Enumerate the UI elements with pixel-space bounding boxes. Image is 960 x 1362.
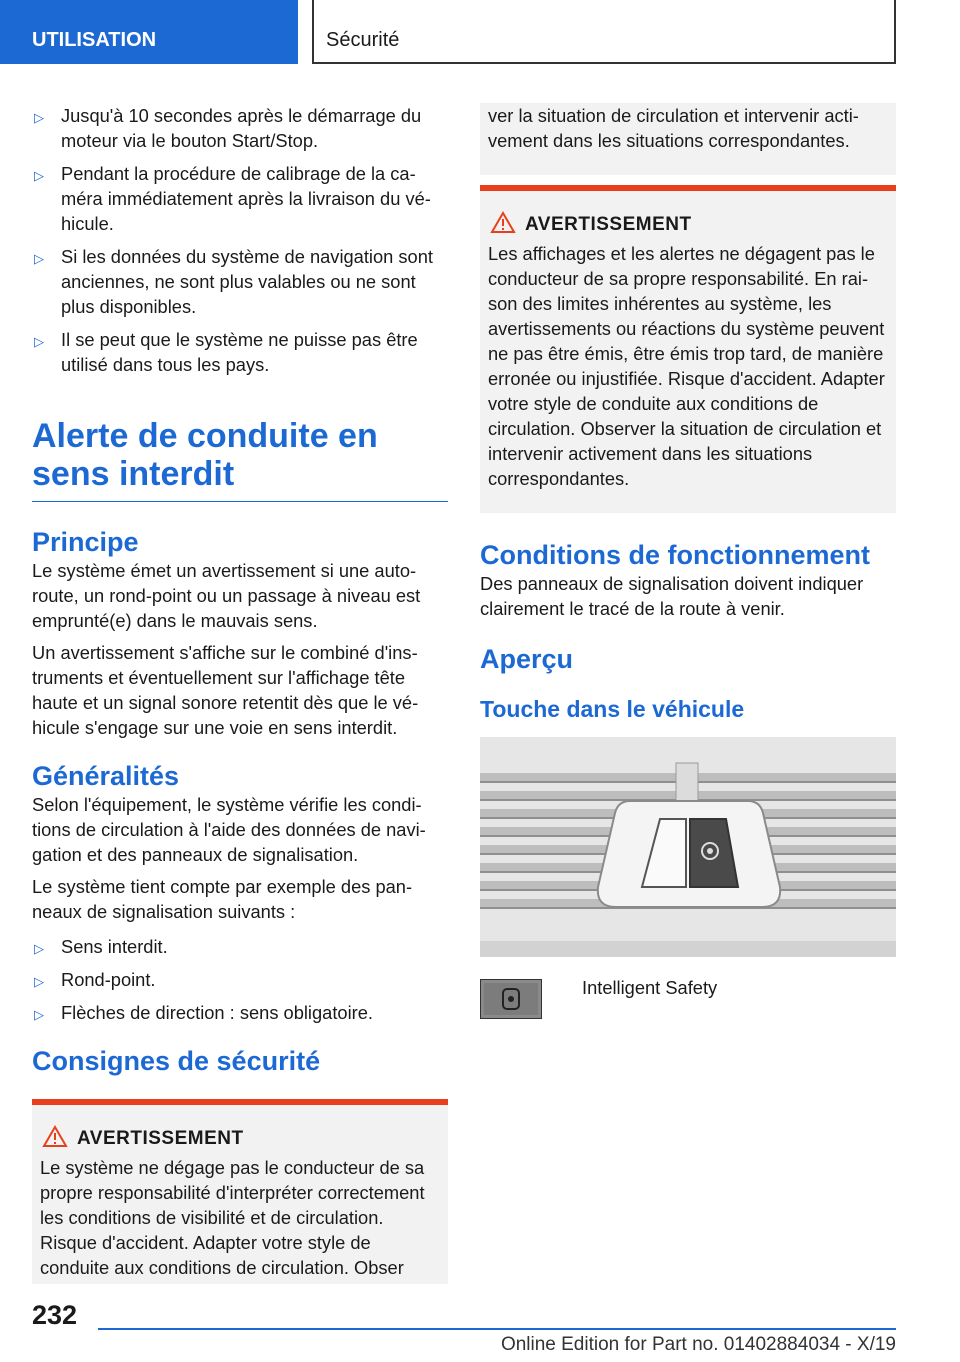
right-column (480, 103, 896, 1019)
bullet-triangle-icon: ▷ (34, 1007, 44, 1022)
list-item: ▷ Sens interdit. (32, 934, 448, 959)
list-item: ▷ Rond-point. (32, 967, 448, 992)
warning-title: AVERTISSEMENT (525, 214, 692, 235)
bullet-triangle-icon: ▷ (34, 251, 44, 266)
warning-text: Le système ne dégage pas le conducteur de sa propre responsabilité d'interpréter correctement les conditions de visibilité et de circulation. Risque d'accident. Adapter votre style de conduite aux conditions de circulation. Obser (40, 1157, 425, 1278)
left-column (32, 103, 448, 1284)
list-item: ▷ Flèches de direction : sens obligatoire. (32, 1000, 448, 1025)
principe-heading: Principe (32, 527, 139, 557)
conditions-heading: Conditions de fonctionnement (480, 540, 870, 570)
bullet-triangle-icon: ▷ (34, 168, 44, 183)
bullet-triangle-icon: ▷ (34, 334, 44, 349)
header-chapter-title: Sécurité (312, 0, 896, 64)
generalites-paragraph-1: Selon l'équipement, le système vérifie les conditions de circulation à l'aide des données de navigation et des panneaux de signalisation. (32, 794, 426, 865)
warning-title: AVERTISSEMENT (77, 1128, 244, 1149)
apercu-heading: Aperçu (480, 644, 574, 674)
warning-triangle-icon (490, 211, 516, 234)
bullet-triangle-icon: ▷ (34, 974, 44, 989)
warning-continuation: ver la situation de circulation et intervenir activement dans les situations correspondantes. (480, 103, 896, 175)
generalites-paragraph-2: Le système tient compte par exemple des panneaux de signalisation suivants : (32, 876, 413, 922)
touche-heading: Touche dans le véhicule (480, 696, 745, 722)
header-section-tab: UTILISATION (0, 0, 298, 64)
consignes-heading: Consignes de sécurité (32, 1046, 321, 1076)
footer-divider (98, 1328, 896, 1330)
list-item: ▷ Pendant la procédure de calibrage de la caméra immédiatement après la livraison du véhicule. (34, 163, 431, 234)
warning-text: Les affichages et les alertes ne dégagent pas le conducteur de sa propre responsabilité. En raison des limites inhérentes au système, les avertissements ou réactions du système peuvent ne pas être émis, être émis trop tard, de manière erronée ou injustifiée. Risque d'accident. Adapter votre style de conduite aux conditions de circulation. Observer la situation de circulation et intervenir activement dans les situations correspondantes. (488, 243, 885, 489)
list-item: ▷ Si les données du système de navigation sont anciennes, ne sont plus valables ou ne sont plus disponibles. (34, 246, 433, 317)
bullet-triangle-icon: ▷ (34, 110, 44, 125)
page-number: 232 (32, 1300, 78, 1330)
footer-edition: Online Edition for Part no. 01402884034 - X/19 (500, 1334, 896, 1355)
vehicle-button-image (480, 737, 896, 957)
principe-paragraph-1: Le système émet un avertissement si une autoroute, un rond-point ou un passage à niveau est emprunté(e) dans le mauvais sens. (32, 560, 421, 631)
list-item: ▷ Il se peut que le système ne puisse pas être utilisé dans tous les pays. (34, 329, 418, 375)
generalites-heading: Généralités (32, 761, 180, 791)
list-item: ▷ Jusqu'à 10 secondes après le démarrage du moteur via le bouton Start/Stop. (34, 105, 422, 151)
intelligent-safety-icon (480, 979, 542, 1019)
warning-box (480, 185, 896, 513)
button-legend (480, 979, 896, 1019)
bullet-triangle-icon: ▷ (34, 941, 44, 956)
conditions-paragraph: Des panneaux de signalisation doivent indiquer clairement le tracé de la route à venir. (480, 573, 864, 619)
button-caption: Intelligent Safety (582, 977, 718, 998)
section-heading: Alerte de conduite en sens interdit (32, 417, 448, 502)
warning-box (32, 1099, 448, 1284)
principe-paragraph-2: Un avertissement s'affiche sur le combiné d'instruments et éventuellement sur l'affichage tête haute et un signal sonore retentit dès que le véhicule s'engage sur une voie en sens interdit. (32, 642, 419, 738)
warning-triangle-icon (42, 1125, 68, 1148)
